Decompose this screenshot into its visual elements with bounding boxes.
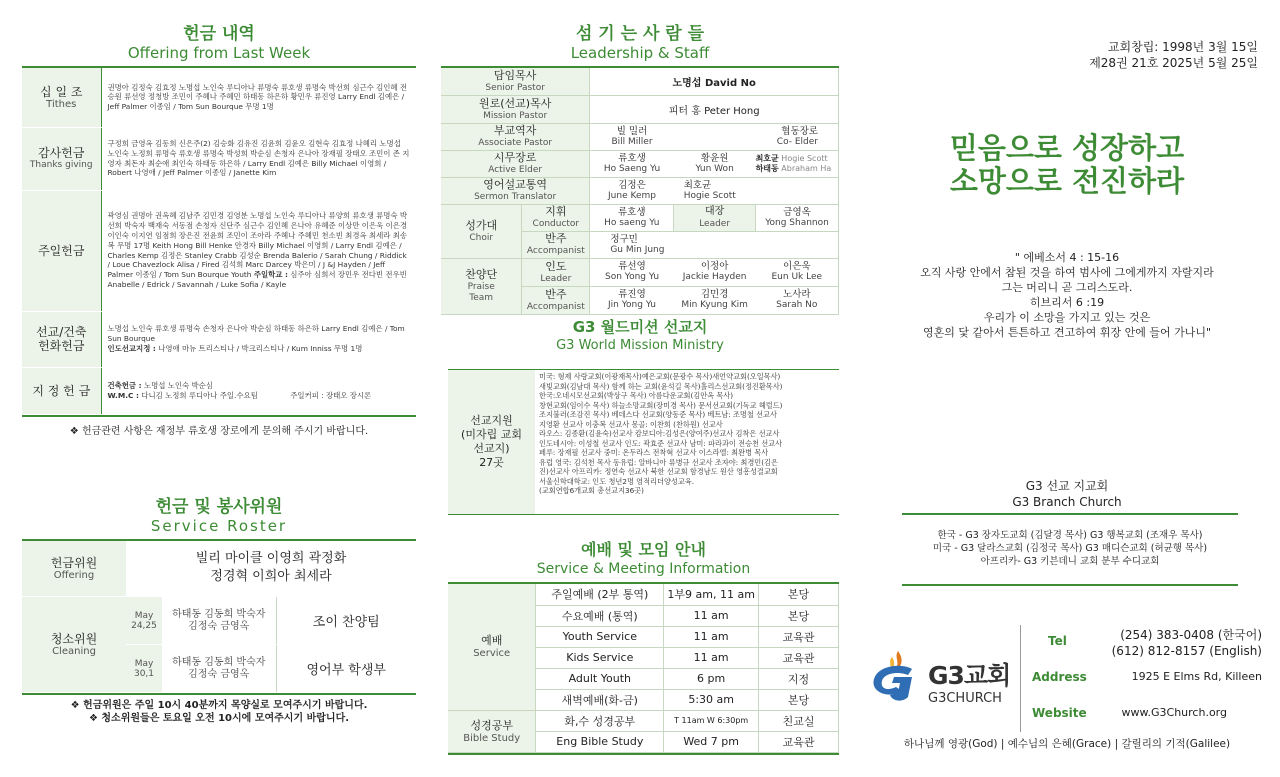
church-motto: 하나님께 영광(God) | 예수님의 은혜(Grace) | 갈릴리의 기적(Galilee) [903, 738, 1231, 750]
thanks-names: 구정희 금영옥 김동희 신은주(2) 김승화 김유진 김윤희 김윤오 김현숙 김효정 나혜리 노명섭 노인숙 노정희 류명숙 류호생 류명숙 박성희 박순심 손청자 은나아 장재필 장태오 조민이 존 지영자 최돈자 최순애 최인숙 하태동 하은하 / Larry Endl 김예은 Billy Michael 이영희 / Robert 나영애 / Jeff Palmer 이종임 / Janette Kim [101, 127, 416, 190]
meeting-section [448, 540, 839, 755]
offering-notice: ❖ 헌금관련 사항은 재정부 류호생 장로에게 문의해 주시기 바랍니다. [69, 425, 369, 437]
table-row: 반주 Accompanist 정구민 Gu Min Jung [441, 231, 839, 258]
tel-label: Tel [1048, 634, 1067, 648]
mission-title: G3 월드미션 선교지 [572, 317, 708, 336]
table-row: 찬양단 Praise Team 인도 Leader 류선영 Son Yong Yu 이정아 Jackie Hayden 이은욱 Eun Uk Lee [441, 258, 839, 286]
website-link[interactable]: www.G3Church.org [1121, 706, 1227, 719]
sunday-label: 주일헌금 [38, 243, 85, 258]
offering-committee-names: 빌리 마이클 이영희 곽정화 [195, 551, 347, 567]
roster-table [22, 541, 416, 694]
offering-table [22, 68, 416, 415]
table-row: Eng Bible Study Wed 7 pm 교육관 [448, 731, 839, 752]
service-table [448, 584, 839, 753]
table-row: 반주 Accompanist 류진영 Jin Yong Yu 김민경 Min Kyung Kim 노사라 Sarah No [441, 286, 839, 314]
address: 1925 E Elms Rd, Killeen [1131, 670, 1262, 683]
offering-title: 헌금 내역 [183, 24, 255, 44]
theme-title: 믿음으로 성장하고 소망으로 전진하라 [949, 131, 1185, 198]
tithes-names: 권명아 김정숙 김효정 노명섭 노인숙 루디아나 류명숙 류호생 류명숙 박선희 심근수 김인혜 전승원 류선영 정청방 조민이 주혜나 주혜민 하태동 하은하 황민우 류진영 Larry Endl 김예은 / Jeff Palmer 이종임 / Tom Sun Bourque 무명 1명 [101, 68, 416, 127]
table-row: May 30,1 하태동 김동희 박숙자 김정숙 금영옥 영어부 학생부 [22, 645, 416, 693]
mission-pastor-name: 피터 홍 Peter Hong [590, 95, 839, 123]
mission-subtitle: G3 World Mission Ministry [556, 337, 724, 353]
phone-numbers: (254) 383-0408 (한국어) (612) 812-8157 (English) [1111, 628, 1262, 658]
table-row: 부교역자 Associate Pastor 빌 밀러 Bill Miller 협동장로 Co- Elder [441, 123, 839, 150]
table-row: 새벽예배(화-금) 5:30 am 본당 [448, 689, 839, 710]
table-row: 주일헌금 곽영심 권명아 권옥혜 김남주 김민경 김영분 노명섭 노인숙 루디아나 류양희 류호생 류명숙 박선희 박숙자 백재숙 서동점 손청자 신단주 심근수 김인혜 은나아 유혜준 이상만 이은욱 이은경 이인숙 이지연 임점희 장은진 전윤희 조민이 조아라 주혜나 주혜민 천소빈 최경옥 최세라 최송복 무명 17명 Keith Hong Bill Henke 안경자 Billy Michael 이영희 / Larry Endl 김예은 / Charles Kemp 김정은 Stanley Crabb 김성순 Brenda Balerio / Sarah Chung / Riddick / Loue Chavezlock Alisa / Fired 김석희 Marc Darcey 박은미 / J &J Hayden / Jeff Palmer 이종임 / Tom Sun Bourque Youth 주일학교 : 심주아 심희서 장민우 전다빈 전우빈 Anabelle / Edrick / Savannah / Luke Sofia / Kayle [22, 190, 416, 311]
issue-info: 제28권 21호 2025년 5월 25일 [1089, 56, 1258, 70]
offering-section [22, 0, 416, 725]
divider [22, 693, 416, 695]
table-row: 성경공부 Bible Study 화,수 성경공부 T 11am W 6:30pm 친교실 [448, 710, 839, 731]
thanks-label: 감사헌금 [38, 146, 85, 160]
roster-notice-1: ❖ 헌금위원은 주일 10시 40분까지 목양실로 모여주시기 바랍니다. [70, 700, 368, 711]
roster-notice-2: ❖ 청소위원들은 토요일 오전 10시에 모여주시기 바랍니다. [88, 713, 350, 724]
founded-date: 교회창립: 1998년 3월 15일 [1107, 40, 1258, 54]
staff-table [441, 68, 839, 315]
table-row: 예배 Service 주일예배 (2부 통역) 1부9 am, 11 am 본당 [448, 584, 839, 605]
roster-subtitle: Service Roster [150, 516, 288, 535]
table-row: 영어설교통역 Sermon Translator 김정은 June Kemp 최호균 Hogie Scott [441, 177, 839, 204]
staff-title: 섬 기 는 사 람 들 [575, 24, 705, 44]
website-label: Website [1032, 706, 1087, 720]
branch-list: 한국 - G3 장자도교회 (김달경 목사) G3 행복교회 (조재우 목사) 미국 - G3 달라스교회 (김정국 목사) G3 매디슨교회 (허균행 목사) 아프리카- G3 키븐데니 교회 분부 수디교회 [902, 513, 1238, 586]
mission-offering-label: 선교/건축 [36, 325, 87, 339]
scripture-verse: " 에베소서 4 : 15-16 오직 사랑 안에서 참된 것을 하여 범사에 그에게까지 자랄지라 그는 머리니 곧 그리스도라. 히브리서 6 :19 우리가 이 소망을 가지고 있는 것은 영혼의 닻 같아서 튼튼하고 견고하여 휘장 안에 들어 가나니" [920, 251, 1214, 339]
logo-subname: G3CHURCH [928, 691, 1002, 706]
mission-box: 선교지원 (미자립 교회 선교지) 27곳 미국: 형제 사랑교회(이광재목사)예은교회(문광수 목사)새언약교회(오일목사) 새빛교회(김남대 목사) 함께 하는 교회(윤석길 목사)홀리스선교회(정진환목사) 한국:오네시모선교회(박상구 목사) 아름다운교회(김안옥 목사) 창현교회(임이수 목사) 하늘소망교회(장미경 목사) 문서선교회(기독교 헤럴드) 조지불러(조감진 목사) 베데스다 선교회(양동준 목사) 베트남: 조명철 선교사 지영환 선교사 이충복 선교사 몽골: 이찬희 (찬하원) 선교사 라오스: 김종환(김윤숙)선교사 캄보디아:김성은(양여주)선교사 김착은 선교사 인도네시아: 이성철 선교사 인도: 곽효준 선교사 남미: 파라과이 전승천 선교사 페루: 장재필 선교사 중미: 온두라스 전착혁 선교사 이스라엘: 최완병 목사 유럽 영국: 김석천 목사 동유럽: 알바니아 류병규 선교사 조자야: 최경민(김은 진)선교사 아프리카: 정연숙 선교사 북한 선교회 함경남도 원산 영흥성결교회 서울신학대학교: 인도 청년2명 염적리더양성교육. (교회연합6개교회 총선교지36곳) [448, 369, 839, 515]
staff-section [441, 0, 839, 355]
table-row: 감사헌금 Thanks giving 구정희 금영옥 김동희 신은주(2) 김승화 김유진 김윤희 김윤오 김현숙 김효정 나혜리 노명섭 노인숙 노정희 류명숙 류호생 류명숙 박성희 박순심 손청자 은나아 장재필 장태오 조민이 존 지영자 최돈자 최순애 최인숙 하태동 하은하 / Larry Endl 김예은 Billy Michael 이영희 / Robert 나영애 / Jeff Palmer 이종임 / Janette Kim [22, 127, 416, 190]
tithes-label: 십 일 조 [40, 84, 83, 99]
table-row: 십 일 조 Tithes 권명아 김정숙 김효정 노명섭 노인숙 루디아나 류명숙 류호생 류명숙 박선희 심근수 김인혜 전승원 류선영 정청방 조민이 주혜나 주혜민 하태동 하은하 황민우 류진영 Larry Endl 김예은 / Jeff Palmer 이종임 / Tom Sun Bourque 무명 1명 [22, 68, 416, 127]
table-row: 원로(선교)목사 Mission Pastor 피터 홍 Peter Hong [441, 95, 839, 123]
branch-title: G3 선교 지교회 [1025, 479, 1109, 493]
mission-list: 미국: 형제 사랑교회(이광재목사)예은교회(문광수 목사)새언약교회(오일목사) 새빛교회(김남대 목사) 함께 하는 교회(윤석길 목사)홀리스선교회(정진환목사) 한국:오네시모선교회(박상구 목사) 아름다운교회(김안옥 목사) 창현교회(임이수 목사) 하늘소망교회(장미경 목사) 문서선교회(기독교 헤럴드) 조지불러(조감진 목사) 베데스다 선교회(양동준 목사) 베트남: 조명철 선교사 지영환 선교사 이충복 선교사 몽골: 이찬희 (찬하원) 선교사 라오스: 김종환(김윤숙)선교사 캄보디아:김성은(양여주)선교사 김착은 선교사 인도네시아: 이성철 선교사 인도: 곽효준 선교사 남미: 파라과이 전승천 선교사 페루: 장재필 선교사 중미: 온두라스 전착혁 선교사 이스라엘: 최완병 목사 유럽 영국: 김석천 목사 동유럽: 알바니아 류병규 선교사 조자야: 최경민(김은 진)선교사 아프리카: 정연숙 선교사 북한 선교회 함경남도 원산 영흥성결교회 서울신학대학교: 인도 청년2명 염적리더양성교육. (교회연합6개교회 총선교지36곳) [539, 372, 783, 495]
meeting-title: 예배 및 모임 안내 [581, 540, 706, 559]
senior-pastor-name: 노명섭 David No [590, 68, 839, 95]
church-logo [868, 647, 918, 709]
meeting-subtitle: Service & Meeting Information [536, 561, 751, 577]
table-row: 담임목사 Senior Pastor 노명섭 David No [441, 68, 839, 95]
table-row: 청소위원 Cleaning May 24,25 하태동 김동희 박숙자 김정숙 금영옥 조이 찬양팀 [22, 597, 416, 645]
flame-g3-icon [868, 647, 918, 705]
staff-subtitle: Leadership & Staff [570, 44, 710, 62]
divider [448, 753, 839, 755]
address-label: Address [1032, 670, 1087, 684]
table-row: 시무장로 Active Elder 류호생 Ho Saeng Yu 황윤원 Yun Won 최호균 Hogie Scott 하태동 Abraham Ha [441, 150, 839, 177]
table-row: Youth Service 11 am 교육관 [448, 626, 839, 647]
table-row: 성가대 Choir 지휘 Conductor 류호생 Ho saeng Yu 대장 Leader 금영옥 Yong Shannon [441, 204, 839, 231]
roster-title: 헌금 및 봉사위원 [155, 496, 283, 517]
divider [1020, 625, 1021, 732]
table-row: 지 정 헌 금 건축헌금 : 노명섭 노인숙 박순심 W.M.C : 다니김 노정희 루디아나 주일.수요팀 주일커피 : 장태오 장시론 [22, 367, 416, 414]
table-row: 헌금위원 Offering 빌리 마이클 이영희 곽정화 정경혁 이희아 최세라 [22, 541, 416, 597]
table-row: Kids Service 11 am 교육관 [448, 647, 839, 668]
table-row: 수요예배 (통역) 11 am 본당 [448, 605, 839, 626]
designated-label: 지 정 헌 금 [32, 383, 91, 398]
divider [22, 415, 416, 417]
table-row: Adult Youth 6 pm 지정 [448, 668, 839, 689]
logo-name: G3교회 [928, 661, 1011, 690]
table-row: 선교/건축 헌화헌금 노명섭 노인숙 류호생 류명숙 손청자 은나아 박순심 하태동 하은하 Larry Endl 김예은 / Tom Sun Bourque 인도선교지정 : 나영애 마뉴 트리스티나 / 박크리스티나 / Kum Inniss 무명 1명 [22, 311, 416, 367]
offering-subtitle: Offering from Last Week [127, 44, 311, 62]
sunday-names: 곽영심 권명아 권옥혜 김남주 김민경 김영분 노명섭 노인숙 루디아나 류양희 류호생 류명숙 박선희 박숙자 백재숙 서동점 손청자 신단주 심근수 김인혜 은나아 유혜준 이상만 이은욱 이은경 이인숙 이지연 임점희 장은진 전윤희 조민이 조아라 주혜나 주혜민 천소빈 최경옥 최세라 최송복 무명 17명 Keith Hong Bill Henke 안경자 Billy Michael 이영희 / Larry Endl 김예은 / Charles Kemp 김정은 Stanley Crabb 김성순 Brenda Balerio / Sarah Chung / Riddick / Loue Chavezlock Alisa / Fired 김석희 Marc Darcey 박은미 / J &J Hayden / Jeff Palmer 이종임 / Tom Sun Bourque Youth [107, 211, 407, 280]
